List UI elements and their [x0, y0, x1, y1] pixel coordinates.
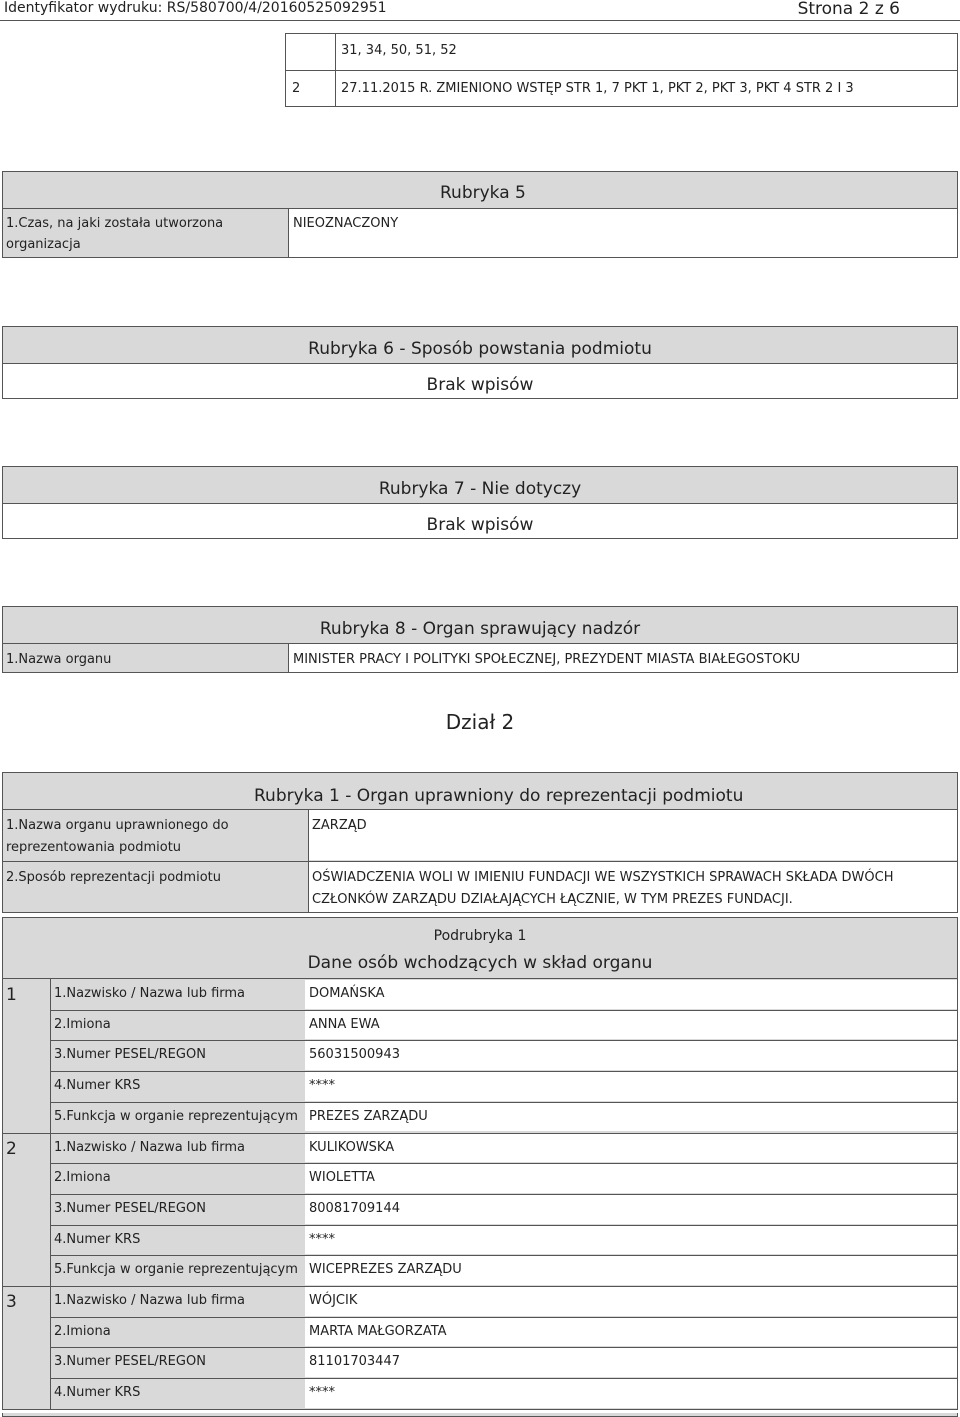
- person-field-value: ****: [309, 1385, 335, 1401]
- header-divider: [0, 20, 960, 21]
- person-field-value: 56031500943: [309, 1047, 400, 1063]
- person-field-label: 1.Nazwisko / Nazwa lub firma: [54, 1139, 246, 1155]
- person-field-label: 2.Imiona: [54, 1170, 111, 1186]
- person-field-value: PREZES ZARZĄDU: [309, 1108, 428, 1124]
- dzial2-rubryka1-title: Rubryka 1 - Organ uprawniony do reprezentacji podmiotu: [254, 786, 744, 806]
- organ-label-line1: 1.Nazwa organu uprawnionego do: [6, 818, 229, 833]
- representation-value-line1: OŚWIADCZENIA WOLI W IMIENIU FUNDACJI WE WSZYSTKICH SPRAWACH SKŁADA DWÓCH: [312, 870, 894, 885]
- person-field-label: 2.Imiona: [54, 1323, 111, 1339]
- person-field-value: WICEPREZES ZARZĄDU: [309, 1262, 462, 1278]
- person-field-label: 5.Funkcja w organie reprezentującym: [54, 1108, 298, 1124]
- person-field-label: 3.Numer PESEL/REGON: [54, 1200, 206, 1216]
- person-field-value: MARTA MAŁGORZATA: [309, 1323, 447, 1339]
- person-field-label: 4.Numer KRS: [54, 1231, 141, 1247]
- representation-label: 2.Sposób reprezentacji podmiotu: [6, 870, 221, 885]
- rubryka8-label: 1.Nazwa organu: [6, 652, 112, 667]
- person-field-label: 4.Numer KRS: [54, 1385, 141, 1401]
- podrubryka-subtitle: Dane osób wchodzących w skład organu: [307, 953, 653, 973]
- person-field-value: ANNA EWA: [309, 1016, 380, 1032]
- person-field-label: 5.Funkcja w organie reprezentującym: [54, 1262, 298, 1278]
- person-field-value: WIOLETTA: [309, 1170, 375, 1186]
- person-field-label: 2.Imiona: [54, 1016, 111, 1032]
- person-field-label: 4.Numer KRS: [54, 1078, 141, 1094]
- rubryka5-label-line2: organizacja: [6, 237, 81, 252]
- person-field-label: 1.Nazwisko / Nazwa lub firma: [54, 1293, 246, 1308]
- rubryka6-title: Rubryka 6 - Sposób powstania podmiotu: [308, 339, 652, 359]
- rubryka7-value: Brak wpisów: [426, 515, 534, 535]
- history-row2-text: 27.11.2015 R. ZMIENIONO WSTĘP STR 1, 7 PKT 1, PKT 2, PKT 3, PKT 4 STR 2 I 3: [341, 81, 854, 96]
- rubryka6-value: Brak wpisów: [426, 375, 534, 395]
- person-field-value: WÓJCIK: [309, 1293, 358, 1308]
- rubryka8-value: MINISTER PRACY I POLITYKI SPOŁECZNEJ, PREZYDENT MIASTA BIAŁEGOSTOKU: [293, 652, 801, 667]
- person-field-label: 1.Nazwisko / Nazwa lub firma: [54, 986, 246, 1001]
- person-field-label: 3.Numer PESEL/REGON: [54, 1354, 206, 1370]
- rubryka8-title: Rubryka 8 - Organ sprawujący nadzór: [319, 619, 641, 639]
- person-field-value: ****: [309, 1231, 335, 1247]
- person-number: 1: [6, 985, 17, 1005]
- print-identifier: Identyfikator wydruku: RS/580700/4/20160525092951: [4, 0, 387, 16]
- history-row2-num: 2: [292, 81, 301, 96]
- page-number: Strona 2 z 6: [797, 0, 900, 19]
- person-field-label: 3.Numer PESEL/REGON: [54, 1047, 206, 1063]
- person-field-value: ****: [309, 1078, 335, 1094]
- dzial-title: Dział 2: [445, 710, 515, 734]
- person-field-value: DOMAŃSKA: [309, 986, 385, 1001]
- person-field-value: 81101703447: [309, 1354, 400, 1370]
- rubryka5-label-line1: 1.Czas, na jaki została utworzona: [6, 216, 224, 231]
- history-row1-text: 31, 34, 50, 51, 52: [341, 43, 457, 58]
- podrubryka-title: Podrubryka 1: [433, 928, 527, 944]
- person-number: 2: [6, 1138, 17, 1159]
- rubryka5-title: Rubryka 5: [440, 183, 526, 203]
- rubryka7-title: Rubryka 7 - Nie dotyczy: [378, 479, 582, 499]
- representation-value-line2: CZŁONKÓW ZARZĄDU DZIAŁAJĄCYCH ŁĄCZNIE, W TYM PREZES FUNDACJI.: [312, 892, 793, 907]
- rubryka5-value: NIEOZNACZONY: [293, 216, 399, 231]
- person-number: 3: [6, 1292, 17, 1312]
- person-field-value: 80081709144: [309, 1200, 400, 1216]
- organ-label-line2: reprezentowania podmiotu: [6, 840, 182, 855]
- person-field-value: KULIKOWSKA: [309, 1139, 395, 1155]
- organ-value: ZARZĄD: [312, 818, 367, 833]
